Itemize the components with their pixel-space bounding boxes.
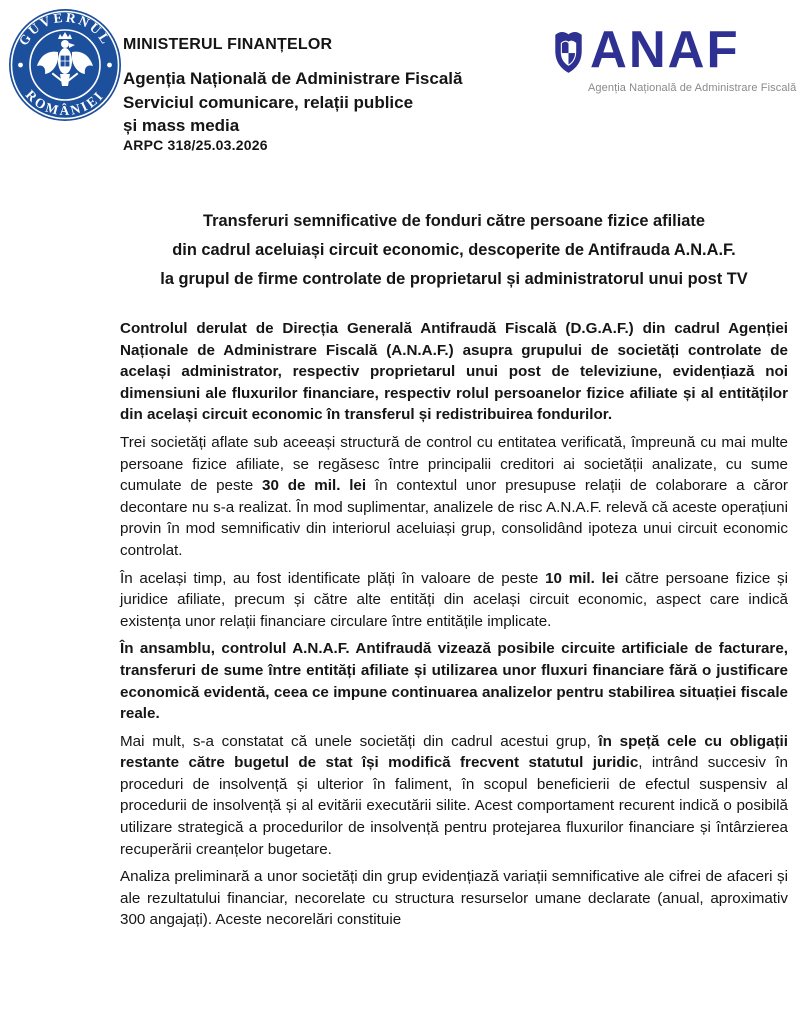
text-run: În același timp, au fost identificate plăți în valoare de peste bbox=[120, 569, 546, 587]
text-run-bold: 30 de mil. lei bbox=[262, 477, 367, 495]
paragraph-1 bbox=[120, 318, 788, 426]
text-run: Trei societăți aflate sub aceeași structură de control cu entitatea verificată, împreună cu mai multe persoane fizice afiliate, se regăsesc între principalii creditori ai societății analizate, cu sume cumulate de peste bbox=[120, 433, 788, 495]
romania-government-seal-icon bbox=[8, 8, 122, 122]
agency-name: Agenția Națională de Administrare Fiscală bbox=[123, 69, 463, 88]
press-release-title bbox=[120, 207, 788, 294]
title-line-2: din cadrul aceluiași circuit economic, descoperite de Antifrauda A.N.A.F. bbox=[172, 241, 736, 259]
text-run: în contextul unor presupuse relații de colaborare a căror decontare nu s-a realizat. În mod suplimentar, analizele de risc A.N.A.F. relevă că aceste operațiuni provin în mod semnificativ din interiorul aceluiași grup, consolidând ipoteza unui circuit economic controlat. bbox=[120, 477, 788, 559]
text-run: , intrând succesiv în proceduri de insolvență și ulterior în faliment, în scopul beneficierii de efectul suspensiv al procedurii de insolvență și al evitării executării silite. Acest comportament recurent indică o posibilă utilizare strategică a procedurilor de insolvență pentru protejarea fluxurilor financiare și întârzierea recuperării creanțelor bugetare. bbox=[120, 754, 788, 858]
text-run: Mai mult, s-a constatat că unele societăți din cadrul acestui grup, bbox=[120, 732, 599, 750]
department-line-1: Serviciul comunicare, relații publice bbox=[123, 92, 414, 112]
agency-address-block bbox=[123, 67, 462, 138]
paragraph-3 bbox=[120, 568, 788, 633]
anaf-shield-icon bbox=[552, 29, 585, 76]
gov-seal-bottom-text: ROMÂNIEI bbox=[22, 87, 108, 119]
paragraph-6 bbox=[120, 866, 788, 931]
text-run: Controlul derulat de Direcția Generală Antifraudă Fiscală (D.G.A.F.) din cadrul Agenției Naționale de Administrare Fiscală (A.N.A.F.) asupra grupului de societăți controlate de același administrator, respectiv proprietarul unui post de televiziune, evidențiază noi dimensiuni ale fluxurilor financiare, respectiv rolul persoanelor fizice afiliate și al entităților din același circuit economic în transferul și redistribuirea fondurilor. bbox=[120, 320, 788, 424]
anaf-acronym: ANAF bbox=[590, 19, 740, 78]
paragraph-4 bbox=[120, 638, 788, 724]
text-run: În ansamblu, controlul A.N.A.F. Antifraudă vizează posibile circuite artificiale de facturare, transferuri de sume între entități afiliate și utilizarea unor fluxuri financiare fără o justificare economică evidentă, ceea ce impune continuarea analizelor pentru stabilirea situației fiscale reale. bbox=[120, 640, 788, 723]
press-release-body bbox=[120, 318, 788, 937]
title-line-3: la grupul de firme controlate de proprietarul și administratorul unui post TV bbox=[160, 270, 748, 288]
ministry-title: MINISTERUL FINANȚELOR bbox=[123, 36, 333, 53]
text-run: Analiza preliminară a unor societăți din grup evidențiază variații semnificative ale cifrei de afaceri și ale rezultatului financiar, necorelate cu structura resurselor umane declarate (anual, aproximativ 300 angajați). Aceste necorelări constituie bbox=[120, 868, 788, 929]
anaf-tagline: Agenția Națională de Administrare Fiscală bbox=[588, 82, 797, 94]
department-line-2: și mass media bbox=[123, 116, 240, 135]
paragraph-5 bbox=[120, 731, 788, 861]
paragraph-2 bbox=[120, 432, 788, 562]
text-run-bold: 10 mil. lei bbox=[545, 569, 619, 587]
reference-number: ARPC 318/25.03.2026 bbox=[123, 137, 268, 153]
text-run-bold: în speță cele cu obligații restante către bugetul de stat își modifică frecvent statutul juridic bbox=[120, 732, 788, 772]
gov-seal-top-text: GUVERNUL bbox=[15, 9, 115, 49]
text-run: către persoane fizice și juridice afiliate, precum și către alte entități din același circuit economic, aspect care indică existența unor relații financiare circulare între entitățile implicate. bbox=[120, 569, 788, 630]
anaf-logo bbox=[552, 19, 797, 94]
title-line-1: Transferuri semnificative de fonduri către persoane fizice afiliate bbox=[203, 212, 705, 230]
